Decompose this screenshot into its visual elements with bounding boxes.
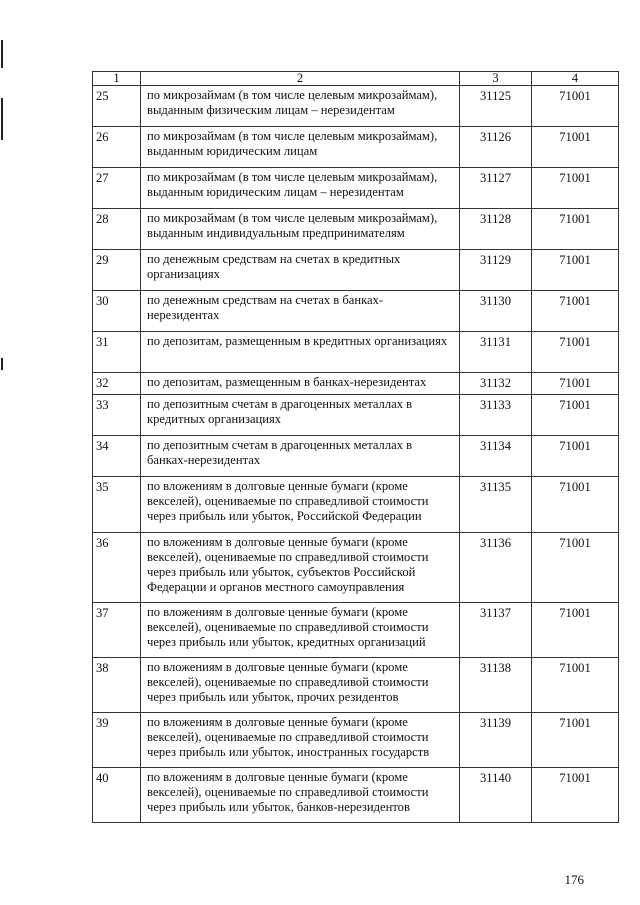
table-row [93,291,619,332]
table-row [93,373,619,395]
row-account: 71001 [532,86,619,127]
row-account: 71001 [532,291,619,332]
row-code: 31137 [460,603,532,658]
row-account: 71001 [532,373,619,395]
header-row [93,72,619,86]
row-description: по вложениям в долговые ценные бумаги (кроме векселей), оцениваемые по справедливой стоимости через прибыль или убыток, кредитных организаций [141,603,460,658]
row-code: 31134 [460,436,532,477]
row-number: 32 [93,373,141,395]
row-description: по вложениям в долговые ценные бумаги (кроме векселей), оцениваемые по справедливой стоимости через прибыль или убыток, Российской Федерации [141,477,460,533]
row-description: по денежным средствам на счетах в кредитных организациях [141,250,460,291]
table-row [93,86,619,127]
row-account: 71001 [532,127,619,168]
row-code: 31136 [460,533,532,603]
row-number: 28 [93,209,141,250]
row-account: 71001 [532,168,619,209]
accounts-table [92,71,619,823]
row-code: 31131 [460,332,532,373]
row-description: по микрозаймам (в том числе целевым микрозаймам), выданным юридическим лицам – нерезидентам [141,168,460,209]
table-row [93,395,619,436]
row-description: по депозитам, размещенным в кредитных организациях [141,332,460,373]
row-description: по вложениям в долговые ценные бумаги (кроме векселей), оцениваемые по справедливой стоимости через прибыль или убыток, иностранных государств [141,713,460,768]
table-row [93,436,619,477]
row-account: 71001 [532,768,619,823]
row-code: 31129 [460,250,532,291]
row-code: 31132 [460,373,532,395]
margin-mark [1,40,3,68]
row-code: 31133 [460,395,532,436]
row-code: 31125 [460,86,532,127]
row-number: 36 [93,533,141,603]
row-number: 40 [93,768,141,823]
row-number: 30 [93,291,141,332]
row-code: 31135 [460,477,532,533]
table-row [93,768,619,823]
row-code: 31126 [460,127,532,168]
table-row [93,332,619,373]
row-code: 31130 [460,291,532,332]
row-account: 71001 [532,436,619,477]
row-description: по вложениям в долговые ценные бумаги (кроме векселей), оцениваемые по справедливой стоимости через прибыль или убыток, субъектов Российской Федерации и органов местного самоуправления [141,533,460,603]
row-account: 71001 [532,250,619,291]
row-code: 31140 [460,768,532,823]
row-account: 71001 [532,477,619,533]
row-account: 71001 [532,332,619,373]
row-description: по микрозаймам (в том числе целевым микрозаймам), выданным физическим лицам – нерезидентам [141,86,460,127]
row-code: 31128 [460,209,532,250]
row-account: 71001 [532,209,619,250]
row-description: по микрозаймам (в том числе целевым микрозаймам), выданным юридическим лицам [141,127,460,168]
row-number: 31 [93,332,141,373]
row-description: по вложениям в долговые ценные бумаги (кроме векселей), оцениваемые по справедливой стоимости через прибыль или убыток, прочих резидентов [141,658,460,713]
table-row [93,658,619,713]
row-number: 34 [93,436,141,477]
row-number: 25 [93,86,141,127]
row-number: 35 [93,477,141,533]
row-account: 71001 [532,395,619,436]
row-number: 26 [93,127,141,168]
table-row [93,603,619,658]
row-code: 31139 [460,713,532,768]
column-header-3: 3 [460,72,532,86]
table-row [93,533,619,603]
margin-mark [1,98,3,140]
row-number: 39 [93,713,141,768]
row-description: по денежным средствам на счетах в банках-нерезидентах [141,291,460,332]
row-code: 31127 [460,168,532,209]
row-number: 37 [93,603,141,658]
row-code: 31138 [460,658,532,713]
row-account: 71001 [532,658,619,713]
table-row [93,477,619,533]
row-description: по депозитным счетам в драгоценных металлах в банках-нерезидентах [141,436,460,477]
column-header-1: 1 [93,72,141,86]
row-account: 71001 [532,603,619,658]
table-row [93,168,619,209]
row-description: по микрозаймам (в том числе целевым микрозаймам), выданным индивидуальным предпринимателям [141,209,460,250]
margin-mark [1,358,3,370]
column-header-2: 2 [141,72,460,86]
table-row [93,250,619,291]
table-row [93,713,619,768]
row-account: 71001 [532,713,619,768]
row-number: 27 [93,168,141,209]
row-description: по вложениям в долговые ценные бумаги (кроме векселей), оцениваемые по справедливой стоимости через прибыль или убыток, банков-нерезидентов [141,768,460,823]
row-description: по депозитам, размещенным в банках-нерезидентах [141,373,460,395]
row-number: 33 [93,395,141,436]
row-description: по депозитным счетам в драгоценных металлах в кредитных организациях [141,395,460,436]
row-number: 38 [93,658,141,713]
page-number: 176 [564,872,584,887]
column-header-4: 4 [532,72,619,86]
table-row [93,127,619,168]
row-number: 29 [93,250,141,291]
table-row [93,209,619,250]
row-account: 71001 [532,533,619,603]
